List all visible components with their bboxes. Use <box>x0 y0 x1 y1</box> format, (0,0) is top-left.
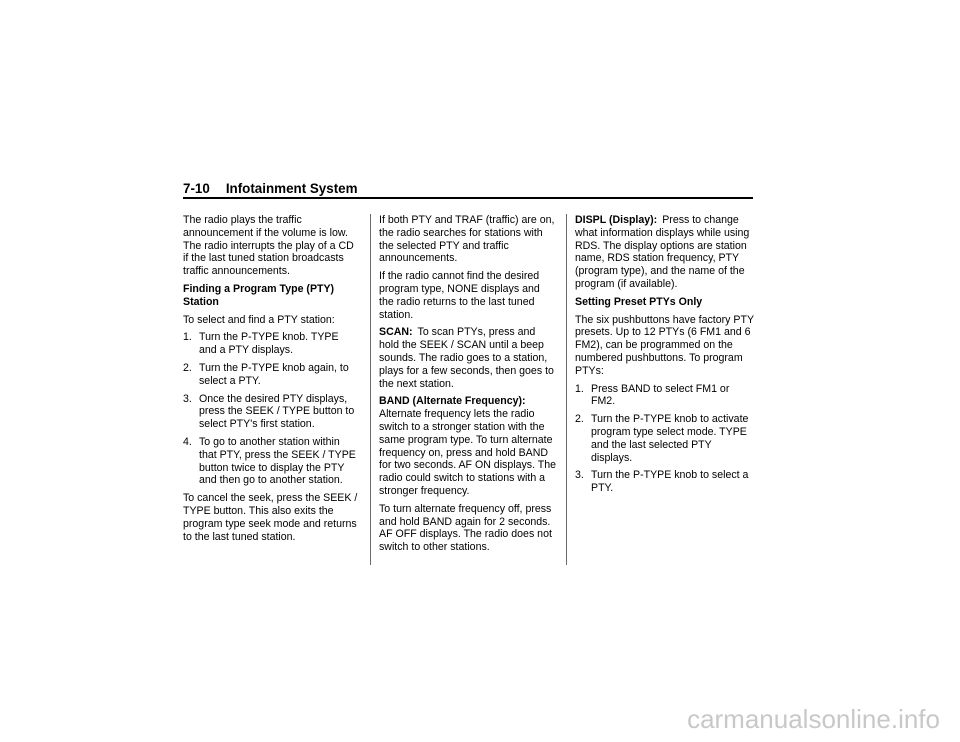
scan-label: SCAN: <box>379 326 413 339</box>
paragraph-pty-intro: To select and find a PTY station: <box>183 313 335 326</box>
paragraph-displ <box>575 214 755 291</box>
paragraph-traffic-announcement: The radio plays the traffic announcement if the volume is low. The radio interrupts the play of a CD if the last tuned station broadcasts traffic announcements. <box>183 214 354 278</box>
list-item-number: 3. <box>183 392 192 405</box>
heading-finding-pty: Finding a Program Type (PTY) Station <box>183 282 335 308</box>
header-rule <box>183 197 753 199</box>
displ-label: DISPL (Display): <box>575 214 658 226</box>
list-item-text: Press BAND to select FM1 or FM2. <box>591 382 730 408</box>
list-item-number: 1. <box>575 382 584 395</box>
column-3 <box>575 214 755 500</box>
list-item-number: 3. <box>575 469 584 482</box>
paragraph-cancel-seek: To cancel the seek, press the SEEK / TYPE button. This also exits the program type seek mode and returns to the last tuned station. <box>183 492 358 543</box>
list-item-text: To go to another station within that PTY, press the SEEK / TYPE button twice to display the PTY and then go to another station. <box>199 435 356 487</box>
list-item-number: 1. <box>183 331 192 344</box>
list-item <box>575 469 755 495</box>
list-item-text: Turn the P-TYPE knob again, to select a PTY. <box>199 361 349 387</box>
list-item <box>183 393 358 431</box>
heading-setting-preset: Setting Preset PTYs Only <box>575 295 703 308</box>
list-item-text: Turn the P-TYPE knob to select a PTY. <box>591 469 749 495</box>
band-label: BAND (Alternate Frequency): <box>379 395 526 408</box>
list-item <box>575 413 755 464</box>
column-2 <box>379 214 557 559</box>
paragraph-pty-traf: If both PTY and TRAF (traffic) are on, the radio searches for stations with the selected PTY and traffic announcements. <box>379 214 555 265</box>
column-divider-2 <box>566 214 567 565</box>
list-item-text: Turn the P-TYPE knob. TYPE and a PTY displays. <box>199 331 339 357</box>
watermark: carmanualsonline.info <box>687 704 940 734</box>
band-text: Alternate frequency lets the radio switch to a stronger station with the same program type. To turn alternate frequency on, press and hold BAND for two seconds. AF ON displays. The radio could switch to stations with a stronger frequency. <box>379 408 557 497</box>
paragraph-af-off: To turn alternate frequency off, press and hold BAND again for 2 seconds. AF OFF displays. The radio does not switch to other stations. <box>379 502 552 554</box>
column-1 <box>183 214 358 548</box>
list-item <box>183 331 358 357</box>
page-header <box>183 180 753 197</box>
list-item-text: Once the desired PTY displays, press the SEEK / TYPE button to select PTY's first station. <box>199 392 355 431</box>
list-item-text: Turn the P-TYPE knob to activate program type select mode. TYPE and the last selected PTY displays. <box>591 413 749 464</box>
page-number: 7-10 <box>183 181 210 196</box>
list-item <box>183 436 358 487</box>
list-item <box>575 383 755 409</box>
section-title: Infotainment System <box>225 181 358 196</box>
list-item <box>183 362 358 388</box>
list-item-number: 2. <box>575 413 584 426</box>
paragraph-pushbuttons: The six pushbuttons have factory PTY presets. Up to 12 PTYs (6 FM1 and 6 FM2), can be programmed on the numbered pushbuttons. To program PTYs: <box>575 313 754 377</box>
scan-text: To scan PTYs, press and hold the SEEK / SCAN until a beep sounds. The radio goes to a station, plays for a few seconds, then goes to the next station. <box>379 326 554 390</box>
paragraph-scan <box>379 326 557 390</box>
paragraph-band <box>379 395 557 497</box>
paragraph-none-displays: If the radio cannot find the desired program type, NONE displays and the radio returns to the last tuned station. <box>379 270 540 321</box>
list-item-number: 2. <box>183 361 192 374</box>
list-item-number: 4. <box>183 435 192 448</box>
displ-text: Press to change what information displays while using RDS. The display options are station name, RDS station frequency, PTY (program type), and the name of the program (if available). <box>575 214 750 290</box>
column-divider-1 <box>370 214 371 565</box>
